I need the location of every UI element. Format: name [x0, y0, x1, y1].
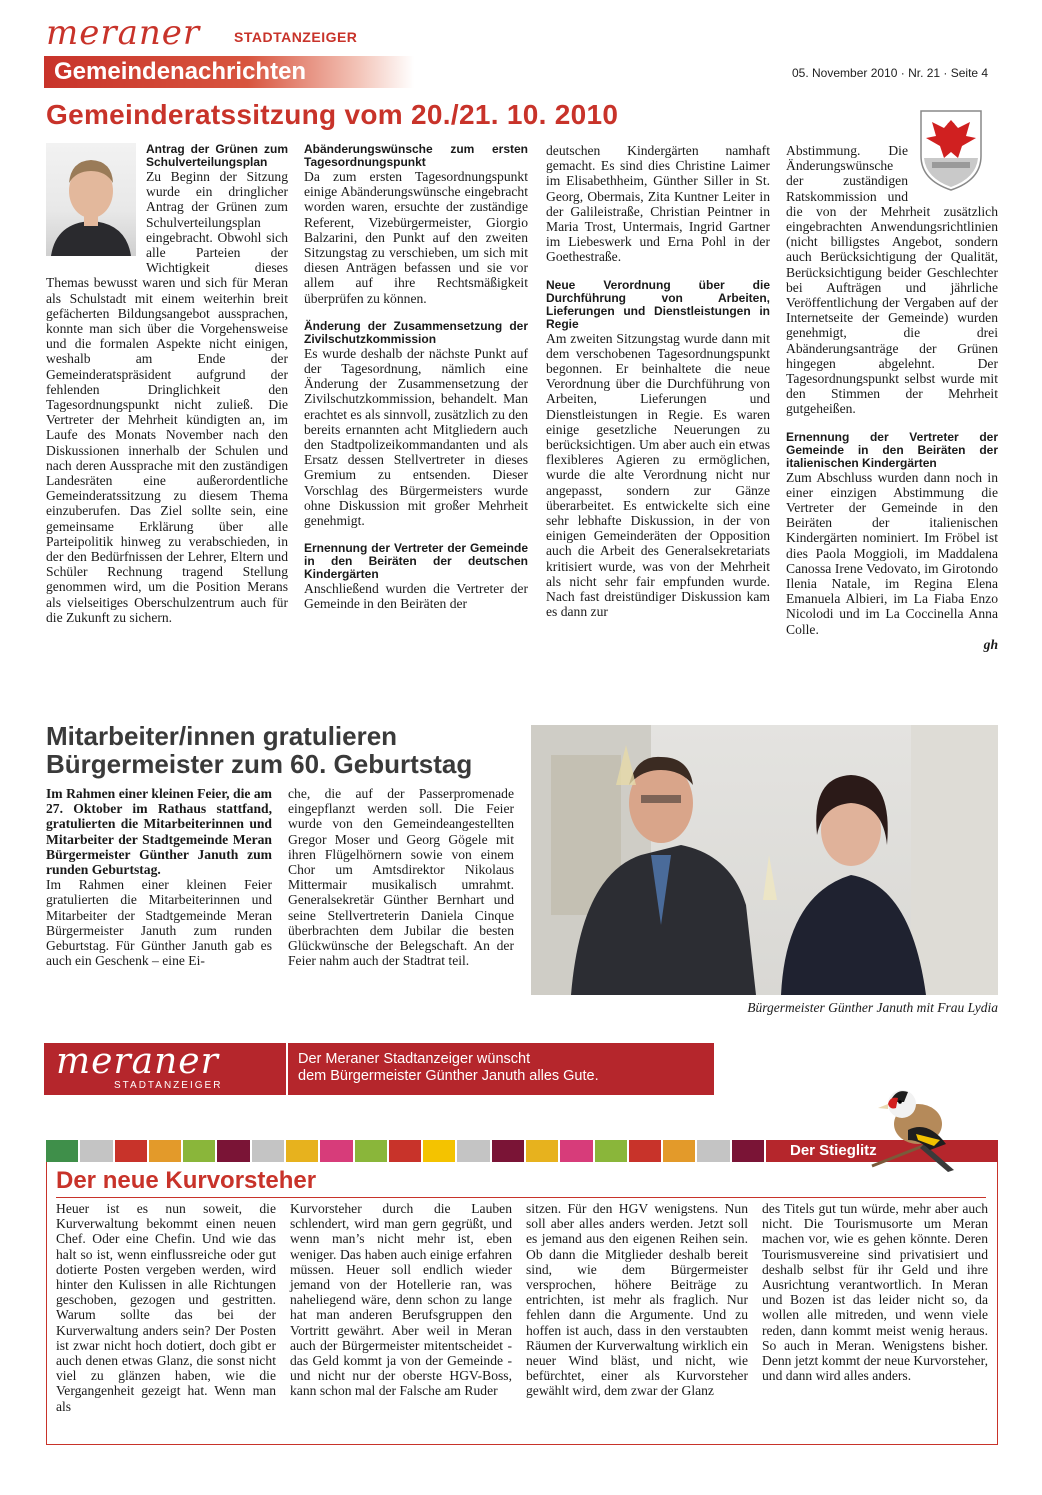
- article1-col3-text-2: Am zweiten Sitzungstag wurde dann mit dem verschobenen Tagesordnungspunkt begonnen. Er beinhaltete die neue Verordnung über die Durchführung von Arbeiten, Lieferungen und Dienstleistungen in Regie. Es waren einige gesetzliche Neuerungen zu berücksichtigen. Um aber auch ein etwas flexibleres Agieren zu ermöglichen, wurde die alte Verordnung nicht nur angepasst, sondern zur Gänze überarbeitet. Es entwickelte sich eine sehr lebhafte Diskussion, in der von einigen Gemeinderäten der Opposition auch die Arbeit des Generalsekretariats kritisiert wurde, was von der Mehrheit als nicht sehr fair empfunden wurde. Nach fast dreistündiger Diskussion kam es dann zur: [546, 330, 770, 620]
- column-col3: [526, 1201, 748, 1439]
- article1-col2-text-2: Es wurde deshalb der nächste Punkt auf der Tagesordnung, nämlich eine Änderung der Zusammensetzung der Zivilschutzkommission, behandelt. Man erachtet es als sinnvoll, zusätzlich zu den bereits ernannten acht Mitgliedern auch den Stadtpolizeikommandanten und als Ersatz dessen Stellvertreter in dieses Gremium zu entsenden. Dieser Vorschlag des Bürgermeisters wurde ohne Diskussion mit großer Mehrheit genehmigt.: [304, 345, 528, 529]
- stripe-block: [697, 1140, 729, 1162]
- stripe-block: [732, 1140, 764, 1162]
- article1-col3-subhead-1: Neue Verordnung über die Durchführung von Arbeiten, Lieferungen und Dienstleistungen in Regie: [546, 277, 770, 331]
- stripe-block: [423, 1140, 455, 1162]
- article1-headline: Gemeinderatssitzung vom 20./21. 10. 2010: [46, 99, 619, 130]
- banner-logo: meraner: [56, 1041, 219, 1082]
- section-title: Gemeindenachrichten: [54, 58, 307, 85]
- stripe-block: [252, 1140, 284, 1162]
- stripe-block: [595, 1140, 627, 1162]
- article1-col4: [786, 143, 998, 688]
- article1-col4-subhead-1: Ernennung der Vertreter der Gemeinde in den Beiräten der italienischen Kindergärten: [786, 429, 998, 470]
- masthead-logo-sub: STADTANZEIGER: [234, 29, 358, 45]
- issue-line: 05. November 2010 · Nr. 21 · Seite 4: [792, 66, 989, 80]
- article1-col1: [46, 143, 288, 688]
- column-col2: [290, 1201, 512, 1439]
- article1-col3: [546, 143, 770, 688]
- article1-col2-subhead-1: Abänderungswünsche zum ersten Tagesordnungspunkt: [304, 142, 528, 169]
- article2-col2: [288, 786, 514, 996]
- article2-body-2: che, die auf der Passerpromenade eingepflanzt werden soll. Die Feier wurde von den Gemeindeangestellten Gregor Moser und Georg Gögele mit ihren Flügelhörnern sowie von einem Chor um Amtsdirektor Nikolaus Mittermair musikalisch umrahmt. Generalsekretär Günther Bernhart und seine Stellvertreterin Daniela Cinque überbrachten dem Jubilar die besten Glückwünsche der Belegschaft. An der Feier nahm auch der Stadtrat teil.: [288, 786, 514, 969]
- article1-col2-subhead-3: Ernennung der Vertreter der Gemeinde in den Beiräten der deutschen Kindergärten: [304, 541, 528, 582]
- article2-headline: [46, 722, 526, 778]
- stripe-block: [389, 1140, 421, 1162]
- column-col4: [762, 1201, 988, 1439]
- stripe-block: [492, 1140, 524, 1162]
- article1-col1-subhead: Antrag der Grünen zum Schulverteilungsplan: [146, 142, 288, 169]
- stripe-block: [355, 1140, 387, 1162]
- article1-col2-subhead-2: Änderung der Zusammensetzung der Zivilschutzkommission: [304, 318, 528, 346]
- goldfinch-icon: [868, 1074, 960, 1174]
- stripe-block: [457, 1140, 489, 1162]
- article1-col1-text: Zu Beginn der Sitzung wurde ein dringlicher Antrag der Grünen zum Schulverteilungsplan eingebracht. Obwohl sich alle Parteien der Wichtigkeit dieses Themas bewusst waren und sich für Meran als Schulstadt mit einem weiterhin breit gefächerten Bildungsangebot aussprachen, konnte man sich über die Vorgehensweise und die formalen Aspekte nicht einigen, weshalb am Ende der Gemeinderatspräsident aufgrund der fehlenden Dringlichkeit den Tagesordnungspunkt nicht zuließ. Die Vertreter der Mehrheit kündigten an, im Laufe des Monats November nach den Diskussionen innerhalb der Schulen und nach deren Aussprache mit den zuständigen Landesräten eine außerordentliche Gemeinderatssitzung zu diesem Thema einzuberufen. Das Ziel sollte sein, eine gemeinsame Erklärung über alle Parteipolitik hinweg zu verabschieden, in der den Bedürfnissen der Lehrer, Eltern und Schüler Rechnung tragend Stellung genommen wird, um die Position Merans als vielseitiges Oberschulzentrum auch für die Zukunft zu sichern.: [46, 169, 288, 625]
- article1-signature: gh: [983, 636, 998, 652]
- article1-col3-text-1: deutschen Kindergärten namhaft gemacht. Es sind dies Christine Laimer im Elisabethheim, Günther Siller in St. Georg, Obermais, Zita Kuntner Leiter in der Galileistraße, Christian Peintner in Maria Trost, Untermais, Ingrid Gartner im Liebeswerk und Erna Pohl in der Goethestraße.: [546, 143, 770, 265]
- column-col1: [56, 1201, 276, 1439]
- photo-caption: Bürgermeister Günther Januth mit Frau Lydia: [747, 1000, 998, 1015]
- column-text-3: sitzen. Für den HGV wenigstens. Nun soll aber alles anders werden. Jetzt soll es jemand aus den eigenen Reihen sein. Ob dann die Mitglieder deshalb bereit sind, wie dem Bürgermeister versprochen, höhere Beiträge zu entrichten, ist mehr als fraglich. Nur fehlen dann die Argumente. Und zu hoffen ist auch, dass in den verstaubten Räumen der Kurverwaltung wirklich ein neuer Wind bläst, und nicht, wie befürchtet, einer als Kurvorsteher gewählt wird, dem zwar der Glanz: [526, 1201, 748, 1399]
- stripe-block: [526, 1140, 558, 1162]
- congrats-banner: [44, 1043, 714, 1095]
- mayor-photo: [531, 725, 998, 995]
- article2-headline-line2: Bürgermeister zum 60. Geburtstag: [46, 749, 473, 779]
- rubric-title: Der Stieglitz: [790, 1142, 877, 1159]
- article2-lead: Im Rahmen einer kleinen Feier, die am 27. Oktober im Rathaus stattfand, gratulierten die Mitarbeiterinnen und Mitarbeiter der Stadtgemeinde Meran Bürgermeister Günther Januth zum runden Geburtstag.: [46, 786, 272, 878]
- article2-col1: [46, 786, 272, 996]
- banner-line-2: dem Bürgermeister Günther Januth alles Gute.: [298, 1068, 599, 1084]
- stripe-block: [320, 1140, 352, 1162]
- stripe-block: [46, 1140, 78, 1162]
- article1-col2-text-3: Anschließend wurden die Vertreter der Gemeinde in den Beiräten der: [304, 581, 528, 612]
- column-headline: Der neue Kurvorsteher: [56, 1167, 317, 1194]
- masthead: [44, 14, 1004, 90]
- stripe-block: [560, 1140, 592, 1162]
- banner-logo-box: [44, 1043, 284, 1095]
- column-text-1: Heuer ist es nun soweit, die Kurverwaltung bekommt einen neuen Chef. Oder eine Chefin. Und wie das halt so ist, wenn einflussreiche oder gut dotierte Posten vergeben werden, wird hinter den Kulissen in alle Richtungen geschoben, gezogen und gestritten. Warum sollte das bei der Kurverwaltung anders sein? Der Posten ist zwar nicht hoch dotiert, doch gibt er auch denen etwas Glanz, die sonst nicht viel zu glänzen haben, wie die Vergangenheit gezeigt hat. Wenn man als: [56, 1201, 276, 1414]
- article2-headline-line1: Mitarbeiter/innen gratulieren: [46, 721, 398, 751]
- article1-col2-text-1: Da zum ersten Tagesordnungspunkt einige Abänderungswünsche eingebracht worden waren, ersuchte der zuständige Referent, Vizebürgermeister, Giorgio Balzarini, den Punkt auf den zweiten Sitzungstag zu verschieben, um sich mit diesen Anträgen befassen und sie vor allem auf ihre Rechtsmäßigkeit überprüfen zu können.: [304, 169, 528, 306]
- column-text-2: Kurvorsteher durch die Lauben schlendert, wird man gern gegrüßt, und wenn man’s nicht mehr ist, eben weniger. Das haben auch einige erfahren müssen. Heuer soll endlich wieder jemand von der Hotellerie ran, was naheliegend wäre, denn schon zu lange hat man anderen Berufsgruppen den Vortritt gewährt. Aber weil in Meran auch der Bürgermeister mitentscheidet - das Geld kommt ja von der Gemeinde - und nicht nur der oberste HGV-Boss, kann schon mal der Falsche am Ruder: [290, 1201, 512, 1399]
- banner-text: [298, 1051, 599, 1085]
- stripe-block: [149, 1140, 181, 1162]
- stripe-block: [115, 1140, 147, 1162]
- article1-col2: [304, 143, 528, 688]
- color-stripe: [46, 1140, 766, 1162]
- banner-logo-sub: STADTANZEIGER: [114, 1080, 223, 1091]
- stripe-block: [663, 1140, 695, 1162]
- stripe-block: [217, 1140, 249, 1162]
- column-text-4: des Titels gut tun würde, mehr aber auch nicht. Die Tourismusorte um Meran machen vor, wie es gehen könnte. Deren Tourismusvereine sind privatisiert und deshalb selbst für ihr Geld und ihre Ausrichtung verantwortlich. In Meran und Bozen ist das leider nicht so, da wollen alle mitreden, und wenn viele reden, dann kommt meist wenig heraus. So auch in Meran. Wenigstens bisher. Denn jetzt kommt der neue Kurvorsteher, und dann wird alles anders.: [762, 1201, 988, 1384]
- stripe-block: [629, 1140, 661, 1162]
- article1-col4-text-2: Zum Abschluss wurden dann noch in einer einzigen Abstimmung die Vertreter der Gemeinde in den Beiräten der italienischen Kindergärten nominiert. Im Fröbel ist dies Paola Moggioli, im Maddalena Canossa Irene Vedovato, im Girotondo Ilenia Natale, im Regina Elena Emanuela Albieri, im La Fiaba Enzo Nicolodi und im La Coccinella Anna Colle.: [786, 469, 998, 637]
- stripe-block: [183, 1140, 215, 1162]
- stripe-block: [80, 1140, 112, 1162]
- banner-line-1: Der Meraner Stadtanzeiger wünscht: [298, 1051, 531, 1067]
- stripe-block: [286, 1140, 318, 1162]
- masthead-logo: meraner: [46, 13, 201, 53]
- article2-body-1: Im Rahmen einer kleinen Feier gratulierten die Mitarbeiterinnen und Mitarbeiter der Stadtgemeinde Meran Bürgermeister Januth zum runden Geburtstag. Für Günther Januth gab es auch ein Geschenk – eine Ei-: [46, 877, 272, 969]
- article1-col4-text-1: Abstimmung. Die Änderungswünsche der zuständigen Ratskommission und die von der Mehrheit zusätzlich eingebrachten Anwendungsrichtlinien (nicht billigstes Angebot, sondern auch Berücksichtigung der Qualität, Berücksichtigung beider Geschlechter bei Aufträgen und jährliche Veröffentlichung der Vergaben auf der Internetseite der Gemeinde) wurden genehmigt, die drei Abänderungsanträge der Grünen hingegen abgelehnt. Der Tagesordnungspunkt selbst wurde mit den Stimmen der Mehrheit gutgeheißen.: [786, 143, 998, 417]
